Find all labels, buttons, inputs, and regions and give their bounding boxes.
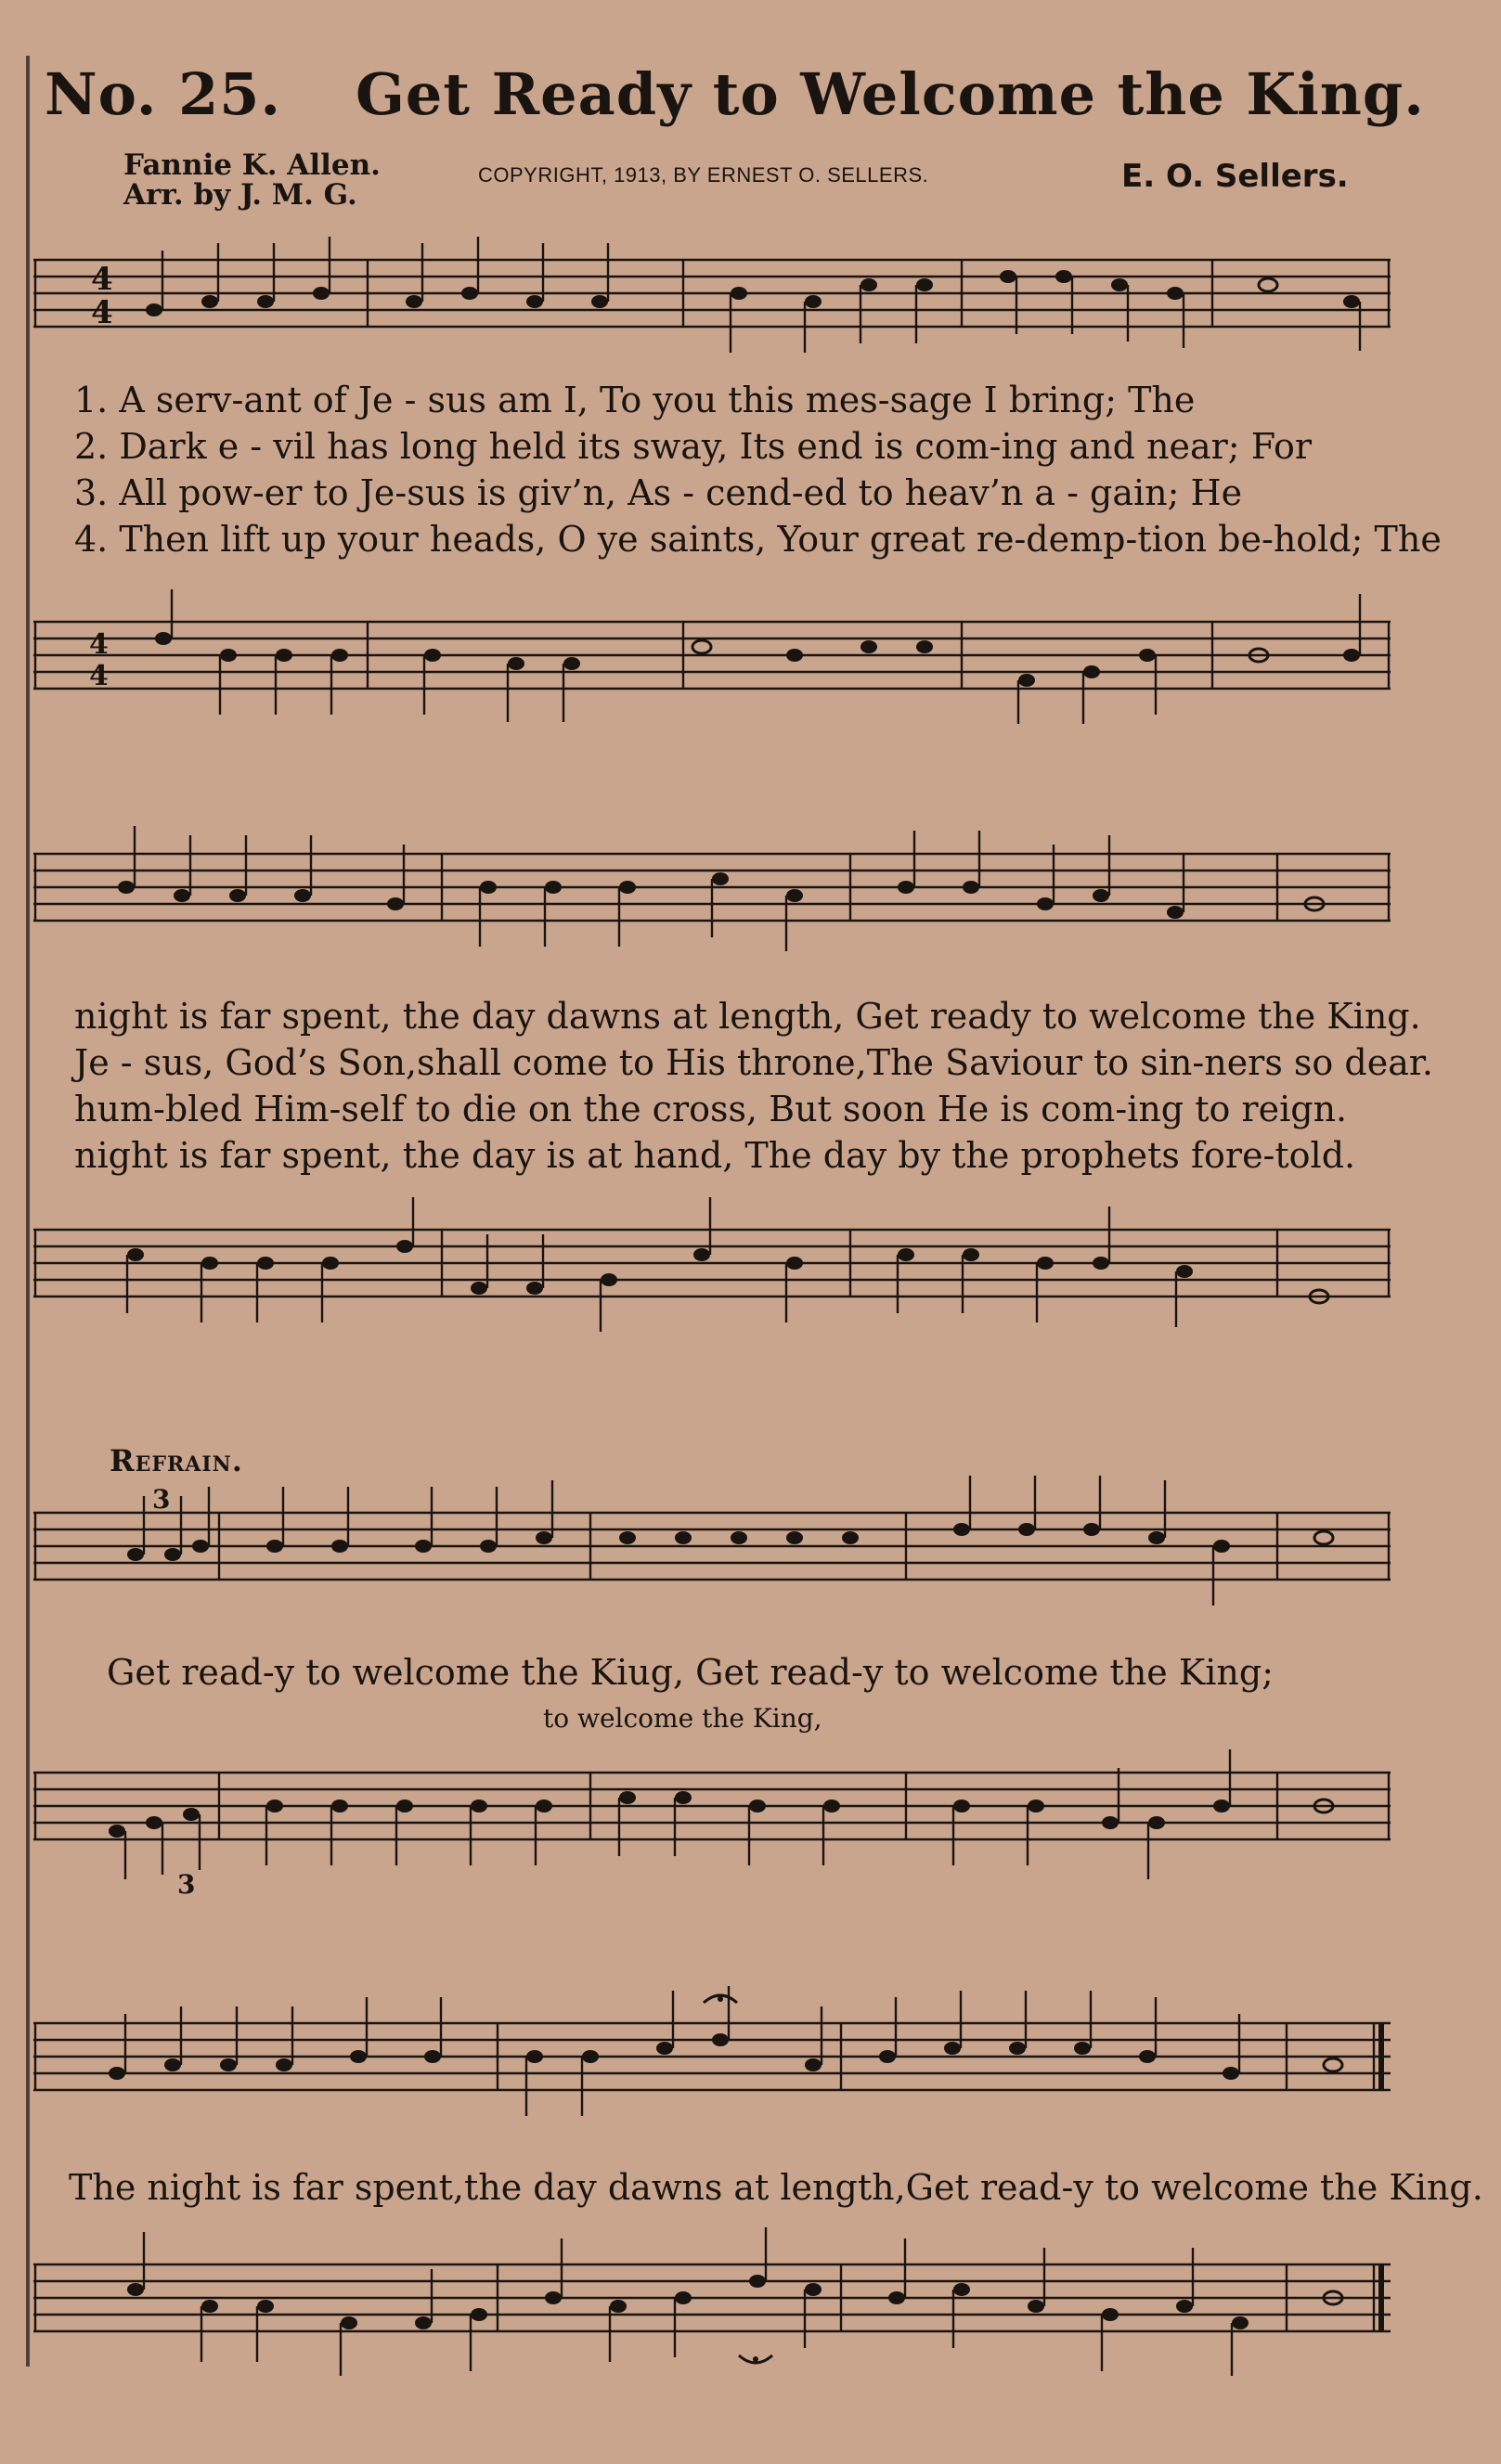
svg-text:4: 4 <box>89 628 109 661</box>
verses-second-half <box>74 993 1433 1179</box>
refrain-lyric-line-2: The night is far spent,the day dawns at length,Get read-y to welcome the King. <box>69 2167 1483 2208</box>
svg-text:4: 4 <box>91 294 113 331</box>
verse-4-line-2: night is far spent, the day is at hand, The day by the prophets fore-told. <box>74 1135 1356 1176</box>
staff-system-1-treble <box>33 232 1391 362</box>
hymn-title: Get Ready to Welcome the King. <box>355 60 1425 128</box>
staff-refrain-1-treble <box>33 1476 1391 1615</box>
svg-text:4: 4 <box>91 261 113 298</box>
verse-4-line-1: 4. Then lift up your heads, O ye saints, Your great re-demp-tion be-hold; The <box>74 519 1442 560</box>
verse-1-line-2: night is far spent, the day dawns at length, Get ready to welcome the King. <box>74 996 1421 1037</box>
verses-first-half <box>74 377 1442 562</box>
verse-3-line-1: 3. All pow-er to Je-sus is giv’n, As - cend-ed to heav’n a - gain; He <box>74 472 1243 513</box>
staff-system-2-treble <box>33 817 1391 956</box>
svg-text:4: 4 <box>89 660 109 692</box>
verse-1-line-1: 1. A serv-ant of Je - sus am I, To you this mes-sage I bring; The <box>74 380 1196 420</box>
staff-refrain-1-bass <box>33 1740 1391 1898</box>
verse-2-line-1: 2. Dark e - vil has long held its sway, Its end is com-ing and near; For <box>74 426 1313 467</box>
staff-refrain-2-bass <box>33 2227 1391 2385</box>
hymn-number: No. 25. <box>45 60 281 128</box>
refrain-alto-lyric: to welcome the King, <box>543 1703 822 1734</box>
refrain-lyric-line-1: Get read-y to welcome the Kiug, Get read-y to welcome the King; <box>107 1652 1275 1693</box>
staff-refrain-2-treble <box>33 1986 1391 2125</box>
triplet-mark-bass: 3 <box>177 1869 196 1898</box>
refrain-label: Refrain. <box>110 1443 243 1478</box>
copyright-notice: COPYRIGHT, 1913, BY ERNEST O. SELLERS. <box>478 163 929 187</box>
hymn-title-line <box>45 60 1425 128</box>
author-credit: Fannie K. Allen. <box>123 148 381 182</box>
staff-system-2-bass <box>33 1193 1391 1341</box>
verse-2-line-2: Je - sus, God’s Son,shall come to His throne,The Saviour to sin-ners so dear. <box>74 1042 1433 1083</box>
composer-credit: E. O. Sellers. <box>1121 158 1349 195</box>
staff-system-1-bass <box>33 585 1391 733</box>
arranger-credit: Arr. by J. M. G. <box>123 178 357 212</box>
triplet-mark: 3 <box>152 1484 171 1515</box>
verse-3-line-2: hum-bled Him-self to die on the cross, But soon He is com-ing to reign. <box>74 1089 1348 1129</box>
page-left-border <box>26 56 30 2367</box>
